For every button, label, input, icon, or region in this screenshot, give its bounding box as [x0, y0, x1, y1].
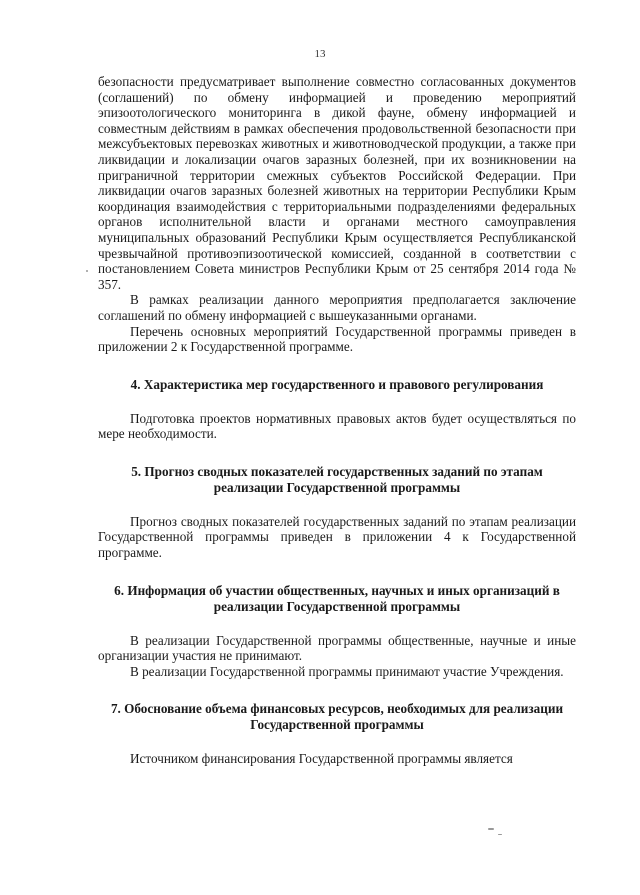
scan-speck [86, 270, 88, 272]
document-body [98, 74, 576, 767]
paragraph-activities-list: Перечень основных мероприятий Государственной программы приведен в приложении 2 к Государственной программе. [98, 323, 576, 355]
section-5-text: Прогноз сводных показателей государственных заданий по этапам реализации Государственной программы приведен в приложении 4 к Государственной программе. [98, 513, 576, 561]
section-6-text-2: В реализации Государственной программы принимают участие Учреждения. [130, 663, 564, 679]
paragraph-continuation: безопасности предусматривает выполнение совместно согласованных документов (соглашений) по обмену информацией и проведению мероприятий эпизоотологического мониторинга в дикой фауне, обмену информацией и совместным действиям в рамках обеспечения продовольственной безопасности при межсубъектовых перевозках животных и животноводческой продукции, а также при ликвидации и локализации очагов заразных болезней, при их возникновении на приграничной территории смежных субъектов Российской Федерации. При ликвидации очагов заразных болезней животных на территории Республики Крым координация взаимодействия с территориальными подразделениями федеральных органов исполнительной власти и органами местного самоуправления муниципальных образований Республики Крым осуществляется Республиканской чрезвычайной противоэпизоотической комиссией, созданной в соответствии с постановлением Совета министров Республики Крым от 25 сентября 2014 года № 357. [98, 74, 576, 292]
section-5-heading: 5. Прогноз сводных показателей государственных заданий по этапам реализации Государственной программы [131, 463, 543, 495]
section-7-heading: 7. Обоснование объема финансовых ресурсов, необходимых для реализации Государственной программы [110, 701, 564, 733]
section-7-text: Источником финансирования Государственной программы является [130, 751, 513, 767]
section-4-text: Подготовка проектов нормативных правовых актов будет осуществляться по мере необходимости. [98, 410, 576, 442]
section-6-text-1: В реализации Государственной программы общественные, научные и иные организации участия не принимают. [98, 632, 576, 664]
page-number: 13 [314, 48, 326, 60]
paragraph-agreements: В рамках реализации данного мероприятия предполагается заключение соглашений по обмену информацией с вышеуказанными органами. [98, 292, 576, 323]
section-4-heading: 4. Характеристика мер государственного и правового регулирования [130, 376, 544, 392]
section-6-heading: 6. Информация об участии общественных, научных и иных организаций в реализации Государственной программы [114, 582, 560, 614]
scan-speck [488, 828, 494, 830]
scan-speck [498, 834, 502, 835]
